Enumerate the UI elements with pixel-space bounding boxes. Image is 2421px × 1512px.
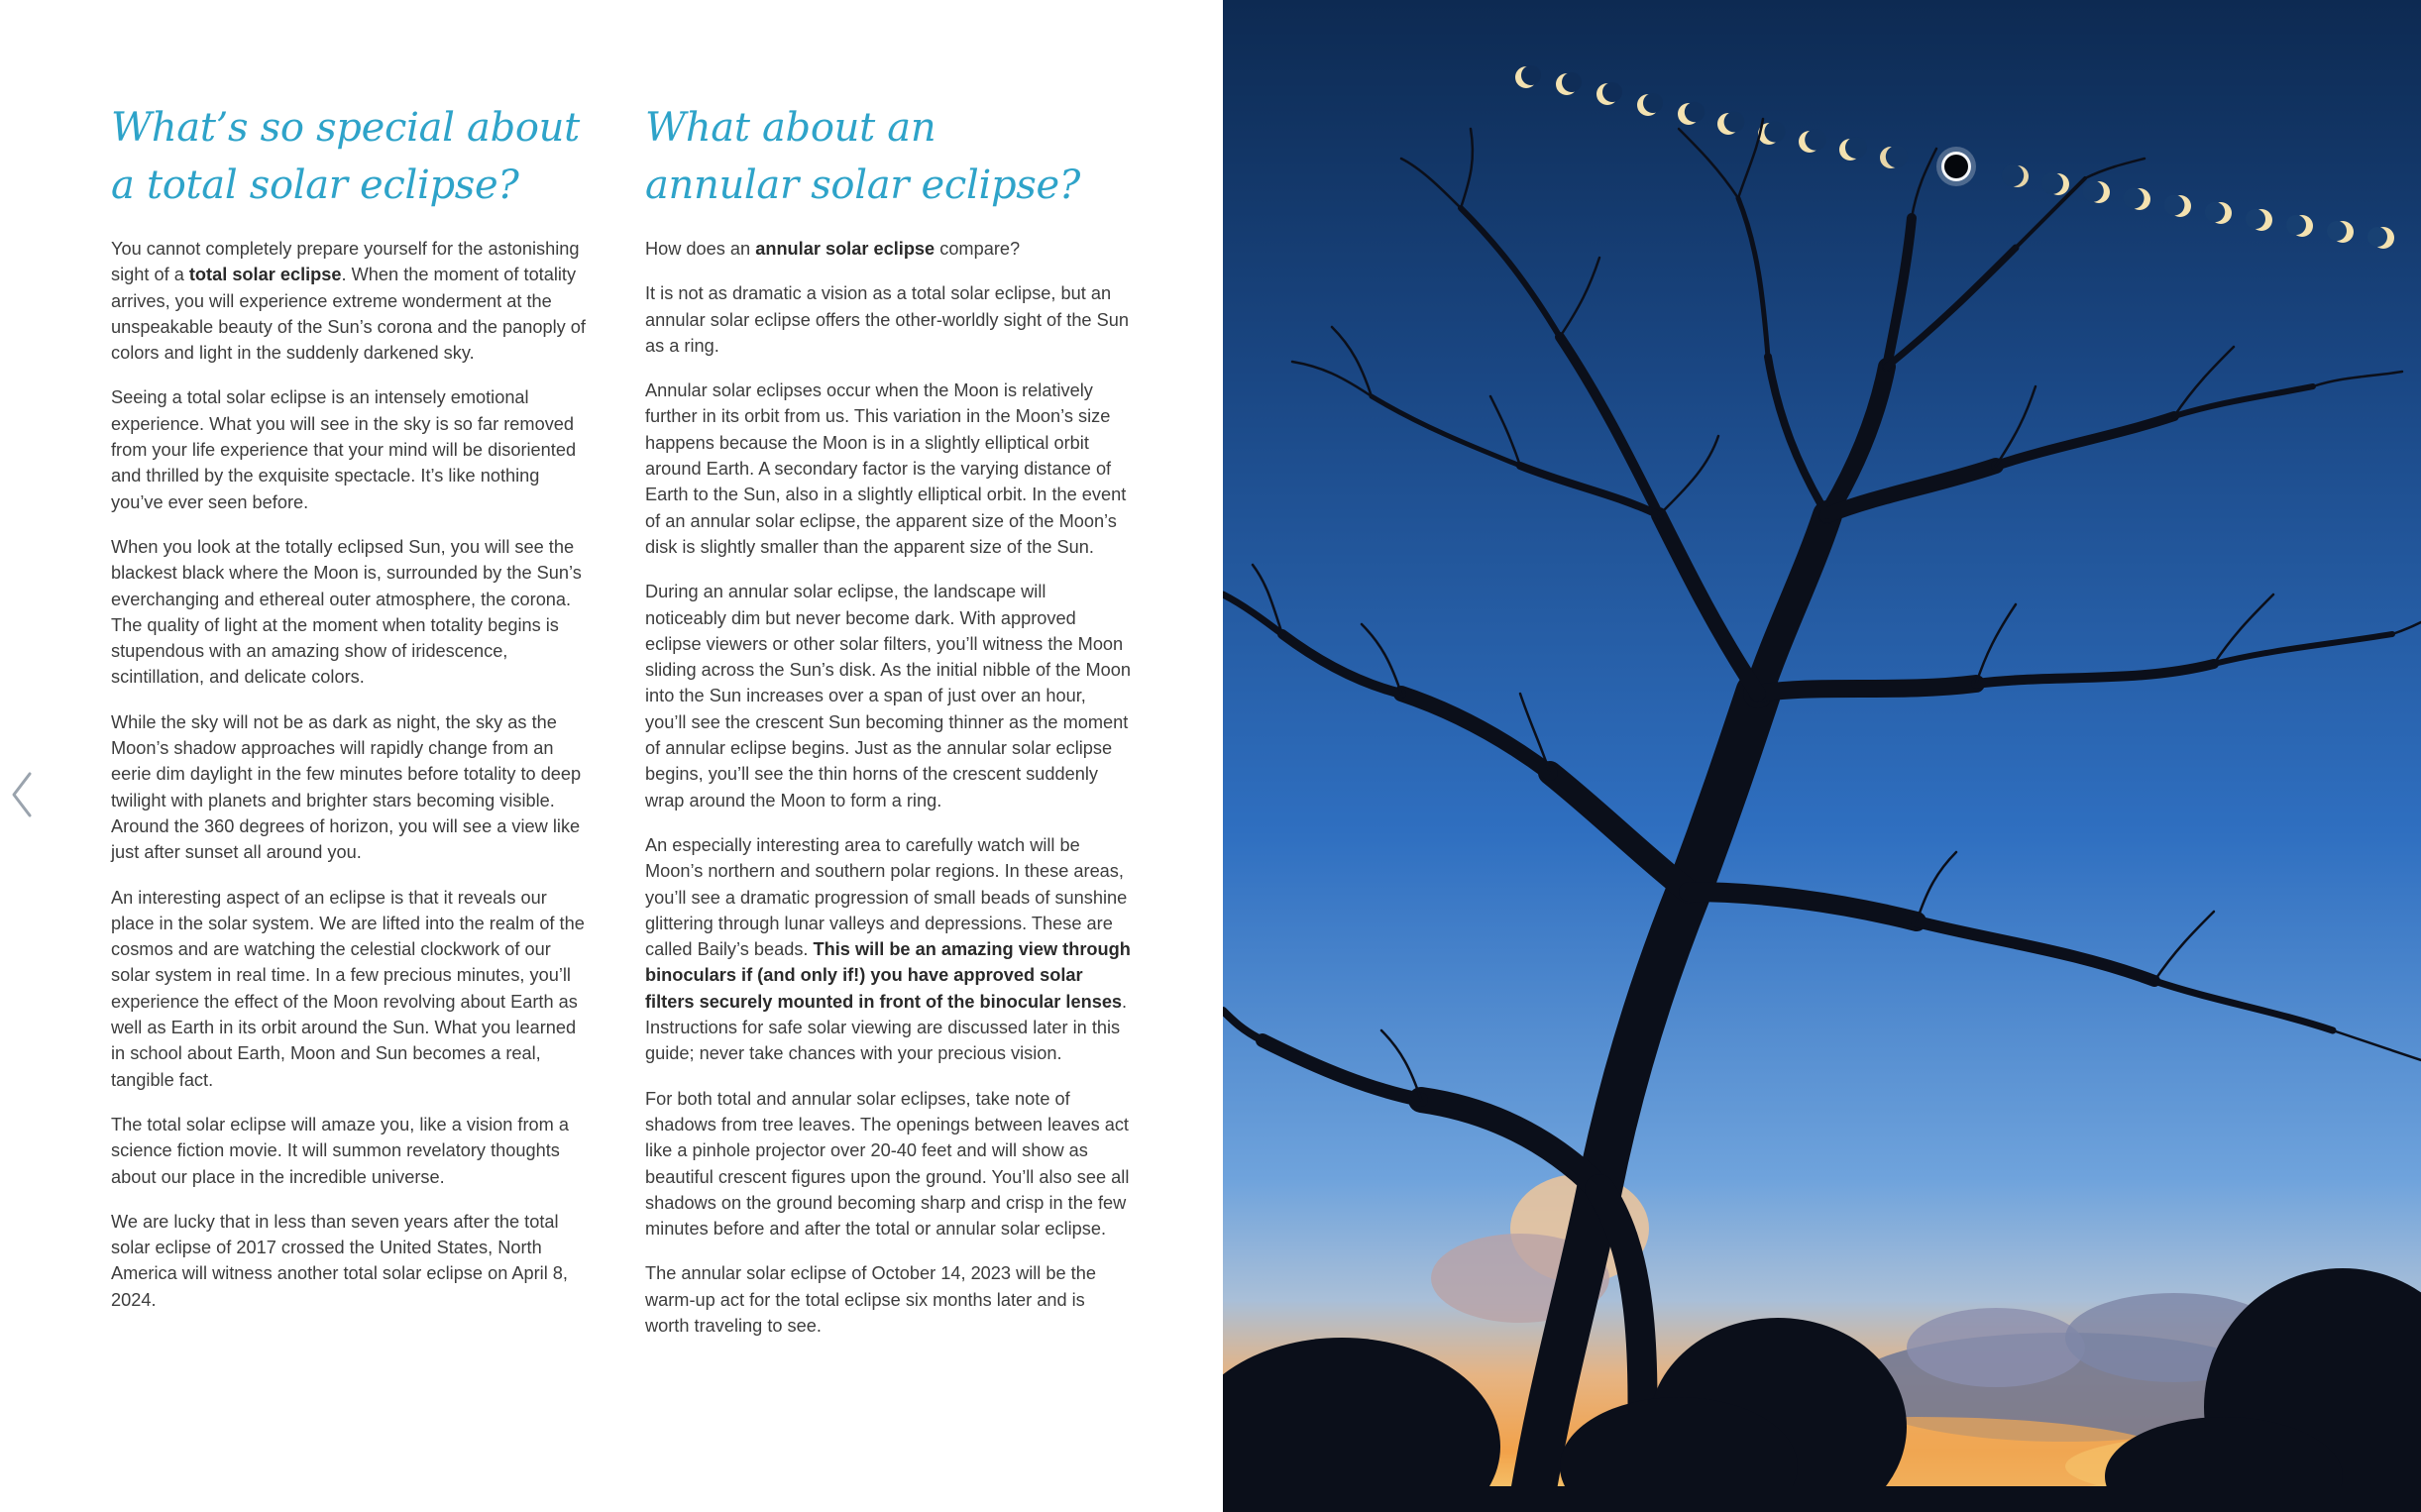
left-p1-text-a: You cannot completely prepare yourself for the astonishing sight of a xyxy=(111,239,580,285)
left-paragraph-1 xyxy=(111,236,587,366)
right-paragraph-5 xyxy=(645,832,1131,1067)
right-paragraph-1 xyxy=(645,236,1131,262)
left-heading-line-2: a total solar eclipse? xyxy=(111,162,519,208)
left-paragraph-6: The total solar eclipse will amaze you, like a vision from a science fiction movie. It will summon revelatory thoughts about our place in the incredible universe. xyxy=(111,1114,569,1187)
right-paragraph-3: Annular solar eclipses occur when the Moon is relatively further in its orbit from us. This variation in the Moon’s size happens because the Moon is in a slightly elliptical orbit around Earth. A secondary factor is the varying distance of Earth to the Sun, also in a slightly elliptical orbit. In the event of an annular solar eclipse, the apparent size of the Moon’s disk is slightly smaller than the apparent size of the Sun. xyxy=(645,380,1127,557)
sky xyxy=(1223,0,2421,1512)
chevron-left-icon[interactable] xyxy=(8,768,36,821)
right-p1-text-c: compare? xyxy=(935,239,1021,259)
right-p1-bold: annular solar eclipse xyxy=(755,239,935,259)
left-column xyxy=(111,99,587,1332)
left-paragraph-4: While the sky will not be as dark as night, the sky as the Moon’s shadow approaches will rapidly change from an eerie dim daylight in the few minutes before totality to deep twilight with planets and brighter stars becoming visible. Around the 360 degrees of horizon, you will see a view like just after sunset all around you. xyxy=(111,711,582,863)
totality xyxy=(1936,147,1976,186)
left-paragraph-5: An interesting aspect of an eclipse is that it reveals our place in the solar system. We are lifted into the realm of the cosmos and are watching the celestial clockwork of our solar system in real time. In a few precious minutes, you’ll experience the effect of the Moon revolving about Earth as well as Earth in its orbit around the Sun. What you learned in school about Earth, Moon and Sun becomes a real, tangible fact. xyxy=(111,887,585,1090)
right-paragraph-2: It is not as dramatic a vision as a total solar eclipse, but an annular solar eclipse offers the other-worldly sight of the Sun as a ring. xyxy=(645,283,1129,356)
right-p5-text-a: An especially interesting area to carefully watch will be Moon’s northern and southern polar regions. In these areas, you’ll see a dramatic progression of small beads of sunshine glittering through lunar valleys and depressions. These are called Baily’s beads. xyxy=(645,834,1128,960)
right-p5-text-c: . Instructions for safe solar viewing are discussed later in this guide; never take chances with your precious vision. xyxy=(645,991,1128,1064)
right-column xyxy=(645,99,1131,1357)
eclipse-photo xyxy=(1223,0,2421,1512)
right-p5-bold: This will be an amazing view through binoculars if (and only if!) you have approved solar filters securely mounted in front of the binocular lenses xyxy=(645,939,1131,1012)
left-heading-line-1: What’s so special about xyxy=(111,105,580,151)
right-heading xyxy=(645,99,1131,214)
right-heading-line-2: annular solar eclipse? xyxy=(645,162,1081,208)
right-heading-line-1: What about an xyxy=(645,105,936,151)
right-paragraph-7: The annular solar eclipse of October 14, 2023 will be the warm-up act for the total eclipse six months later and is worth traveling to see. xyxy=(645,1263,1096,1336)
left-heading xyxy=(111,99,587,214)
left-paragraph-2: Seeing a total solar eclipse is an intensely emotional experience. What you will see in the sky is so far removed from your life experience that your mind will be disoriented and thrilled by the exquisite spectacle. It’s like nothing you’ve ever seen before. xyxy=(111,387,577,512)
left-paragraph-3: When you look at the totally eclipsed Sun, you will see the blackest black where the Moon is, surrounded by the Sun’s everchanging and ethereal outer atmosphere, the corona. The quality of light at the moment when totality begins is stupendous with an amazing show of iridescence, scintillation, and delicate colors. xyxy=(111,536,582,688)
crescent-12 xyxy=(2041,172,2069,195)
eclipse-photo-illustration xyxy=(1223,0,2421,1512)
right-paragraph-6: For both total and annular solar eclipses, take note of shadows from tree leaves. The openings between leaves act like a pinhole projector over 20-40 feet and will show as beautiful crescent figures upon the ground. You’ll also see all shadows on the ground becoming sharp and crisp in the few minutes before and after the total or annular solar eclipse. xyxy=(645,1088,1130,1240)
left-p1-bold: total solar eclipse xyxy=(188,265,342,285)
left-p1-text-c: . When the moment of totality arrives, you will experience extreme wonderment at the unspeakable beauty of the Sun’s corona and the panoply of colors and light in the suddenly darkened sky. xyxy=(111,265,586,364)
left-paragraph-7: We are lucky that in less than seven years after the total solar eclipse of 2017 crossed the United States, North America will witness another total solar eclipse on April 8, 2024. xyxy=(111,1211,568,1310)
right-p1-text-a: How does an xyxy=(645,239,756,259)
right-paragraph-4: During an annular solar eclipse, the landscape will noticeably dim but never become dark. With approved eclipse viewers or other solar filters, you’ll witness the Moon sliding across the Sun’s disk. As the initial nibble of the Moon into the Sun increases over a span of just over an hour, you’ll see the crescent Sun becoming thinner as the moment of annular eclipse begins. Just as the annular solar eclipse begins, you’ll see the thin horns of the crescent suddenly wrap around the Moon to form a ring. xyxy=(645,582,1131,810)
